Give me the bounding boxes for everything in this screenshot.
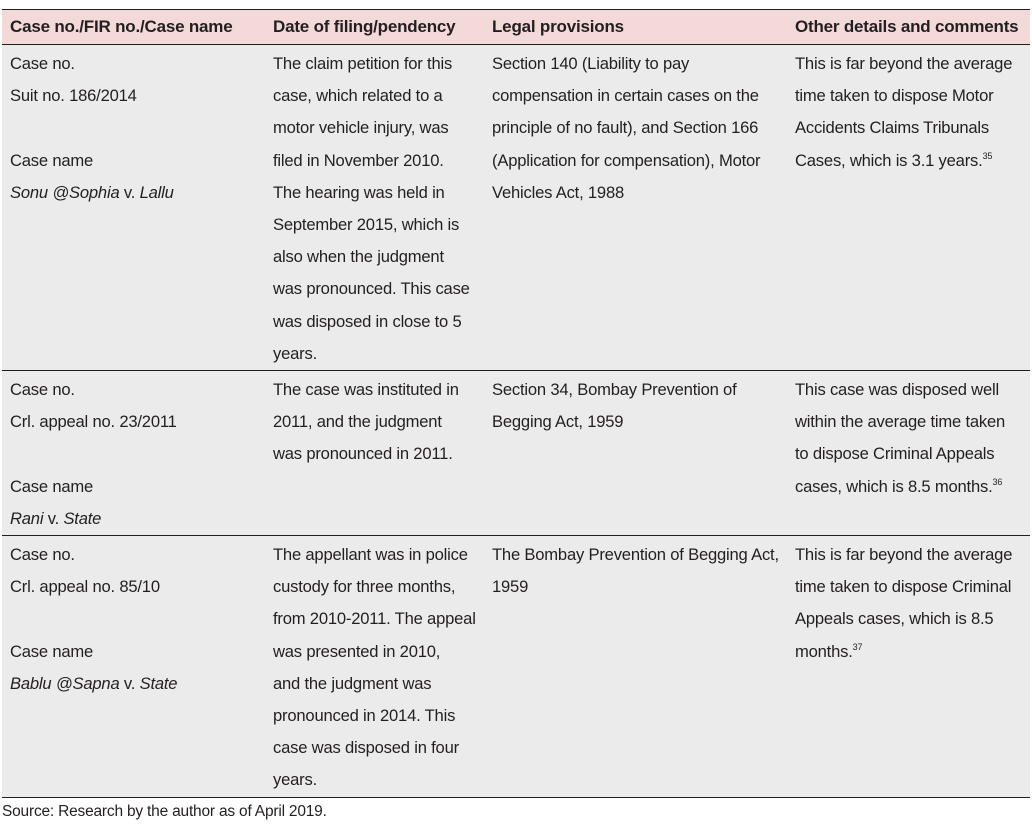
pendency-line: The hearing was held in — [273, 182, 445, 202]
pendency-line: custody for three months, — [273, 577, 456, 597]
case-no-value: Crl. appeal no. 85/10 — [10, 577, 160, 597]
pendency-line: was pronounced. This case — [273, 279, 470, 299]
pendency-line: years. — [273, 343, 317, 363]
party-2: Lallu — [139, 182, 174, 202]
case-no-label: Case no. — [10, 54, 75, 73]
case-name-value — [10, 668, 263, 700]
pendency-line: 2011, and the judgment — [273, 412, 442, 432]
comments-line — [795, 406, 1024, 438]
provisions-cell — [484, 371, 787, 536]
pendency-cell — [265, 45, 484, 371]
provisions-line: 1959 — [492, 577, 529, 597]
party-1: Bablu @Sapna — [10, 673, 120, 693]
case-cell — [2, 371, 265, 536]
provisions-cell — [484, 45, 787, 371]
comments-text: to dispose Criminal Appeals — [795, 444, 995, 464]
spacer — [10, 112, 263, 144]
table-row — [2, 45, 1030, 371]
comments-text: This is far beyond the average — [795, 545, 1013, 565]
provisions-line: Section 140 (Liability to pay — [492, 54, 690, 73]
pendency-line: was disposed in close to 5 — [273, 311, 462, 331]
comments-text: cases, which is 8.5 months. — [795, 476, 993, 496]
provisions-line: The Bombay Prevention of Begging Act, — [492, 545, 779, 565]
pendency-line: filed in November 2010. — [273, 150, 444, 170]
provisions-line: (Application for compensation), Motor — [492, 150, 761, 170]
provisions-line: Section 34, Bombay Prevention of — [492, 380, 737, 400]
table-header — [2, 10, 1030, 45]
header-case-no: Case no./FIR no./Case name — [2, 10, 265, 45]
pendency-line: pronounced in 2014. This — [273, 706, 456, 726]
pendency-line: case, which related to a — [273, 86, 443, 106]
comments-cell — [787, 45, 1030, 371]
comments-line — [795, 471, 1024, 505]
table-row — [2, 536, 1030, 798]
party-1: Rani — [10, 508, 44, 528]
pendency-line: The claim petition for this — [273, 54, 453, 73]
comments-text: Cases, which is 3.1 years. — [795, 150, 983, 170]
comments-line — [795, 603, 1024, 635]
versus: v. — [43, 508, 64, 528]
case-no-label: Case no. — [10, 380, 75, 400]
pendency-line: also when the judgment — [273, 247, 444, 267]
versus: v. — [119, 673, 140, 693]
header-other-details: Other details and comments — [787, 10, 1030, 45]
provisions-line: Vehicles Act, 1988 — [492, 182, 625, 202]
pendency-line: case was disposed in four — [273, 738, 459, 758]
party-2: State — [139, 673, 178, 693]
pendency-line: motor vehicle injury, was — [273, 118, 449, 138]
comments-text: Accidents Claims Tribunals — [795, 118, 989, 138]
comments-line — [795, 374, 1024, 406]
pendency-line: The case was instituted in — [273, 380, 459, 400]
case-name-value — [10, 177, 263, 209]
comments-cell — [787, 371, 1030, 536]
pendency-cell — [265, 371, 484, 536]
spacer — [10, 438, 263, 470]
footnote-marker: 35 — [982, 150, 993, 161]
comments-text: Appeals cases, which is 8.5 — [795, 609, 994, 629]
pendency-line: The appellant was in police — [273, 545, 468, 565]
case-name-label: Case name — [10, 150, 94, 170]
header-row — [2, 10, 1030, 45]
comments-text: This is far beyond the average — [795, 54, 1013, 73]
comments-line — [795, 80, 1024, 112]
comments-text: time taken to dispose Motor — [795, 86, 994, 106]
pendency-line: was presented in 2010, — [273, 641, 441, 661]
comments-line — [795, 145, 1024, 179]
provisions-line: compensation in certain cases on the — [492, 86, 759, 106]
case-no-label: Case no. — [10, 545, 75, 565]
spacer — [10, 603, 263, 635]
pendency-line: from 2010-2011. The appeal — [273, 609, 476, 629]
source-note: Source: Research by the author as of April 2019. — [2, 803, 327, 820]
comments-line — [795, 48, 1024, 80]
table-body — [2, 45, 1030, 798]
header-date-of-filing: Date of filing/pendency — [265, 10, 484, 45]
comments-text: within the average time taken — [795, 412, 1006, 432]
case-name-value — [10, 503, 263, 535]
pendency-cell — [265, 536, 484, 798]
case-no-value: Crl. appeal no. 23/2011 — [10, 412, 177, 432]
case-cell — [2, 536, 265, 798]
footnote-marker: 36 — [992, 476, 1003, 487]
comments-text: time taken to dispose Criminal — [795, 577, 1012, 597]
case-cell — [2, 45, 265, 371]
comments-line — [795, 539, 1024, 571]
pendency-line: was pronounced in 2011. — [273, 444, 453, 464]
case-name-label: Case name — [10, 641, 94, 661]
case-name-label: Case name — [10, 476, 94, 496]
party-1: Sonu @Sophia — [10, 182, 120, 202]
comments-text: months. — [795, 641, 853, 661]
case-no-value: Suit no. 186/2014 — [10, 86, 137, 106]
header-legal-provisions: Legal provisions — [484, 10, 787, 45]
pendency-line: September 2015, which is — [273, 215, 460, 235]
comments-line — [795, 438, 1024, 470]
comments-line — [795, 636, 1024, 670]
provisions-cell — [484, 536, 787, 798]
case-table — [2, 9, 1030, 798]
party-2: State — [63, 508, 102, 528]
pendency-line: years. — [273, 770, 317, 790]
table-row — [2, 371, 1030, 536]
comments-text: This case was disposed well — [795, 380, 999, 400]
provisions-line: Begging Act, 1959 — [492, 412, 624, 432]
footnote-marker: 37 — [852, 641, 863, 652]
provisions-line: principle of no fault), and Section 166 — [492, 118, 759, 138]
pendency-line: and the judgment was — [273, 673, 432, 693]
comments-line — [795, 112, 1024, 144]
versus: v. — [119, 182, 140, 202]
comments-cell — [787, 536, 1030, 798]
comments-line — [795, 571, 1024, 603]
